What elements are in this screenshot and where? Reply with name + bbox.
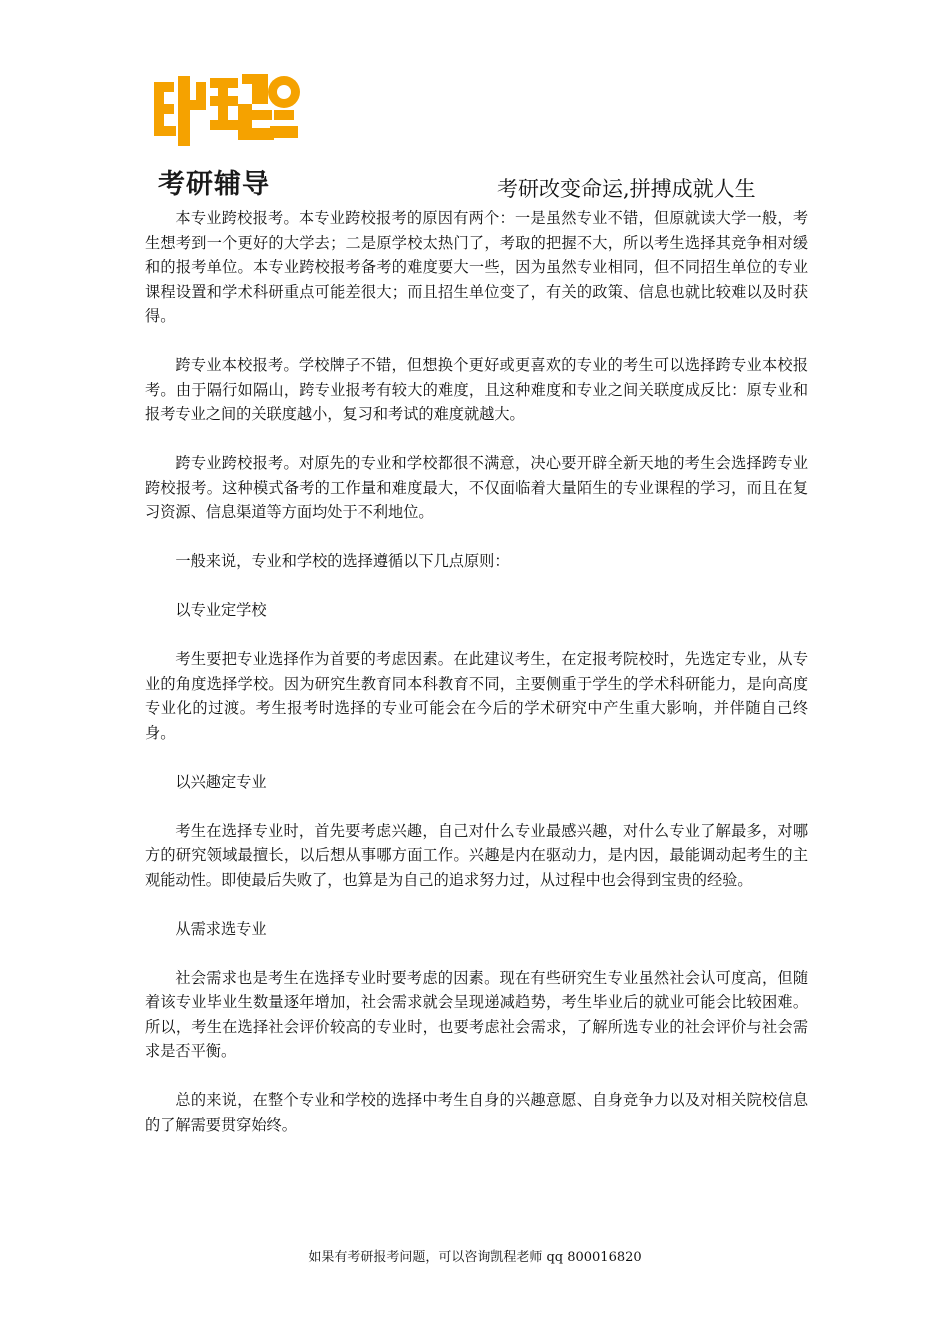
kaicheng-brand-mark: [150, 70, 302, 148]
paragraph: 一般来说，专业和学校的选择遵循以下几点原则：: [175, 552, 510, 570]
paragraph: 考生在选择专业时，首先要考虑兴趣，自己对什么专业最感兴趣，对什么专业了解最多，对哪方的研究领域最擅长，以后想从事哪方面工作。兴趣是内在驱动力，是内因，最能调动起考生的主观能动性。即使最后失败了，也算是为自己的追求努力过，从过程中也会得到宝贵的经验。: [145, 821, 808, 889]
header-slogan: 考研改变命运,拼搏成就人生: [497, 177, 756, 201]
paragraph: 跨专业本校报考。学校牌子不错，但想换个更好或更喜欢的专业的考生可以选择跨专业本校报考。由于隔行如隔山，跨专业报考有较大的难度，且这种难度和专业之间关联度成反比：原专业和报考专业之间的关联度越小，复习和考试的难度就越大。: [145, 356, 808, 423]
section-heading: 以兴趣定专业: [175, 772, 267, 791]
section-heading: 以专业定学校: [175, 601, 267, 619]
section-heading: 从需求选专业: [175, 919, 267, 938]
document-body: [145, 206, 808, 1137]
paragraph: 考生要把专业选择作为首要的考虑因素。在此建议考生，在定报考院校时，先选定专业，从专业的角度选择学校。因为研究生教育同本科教育不同，主要侧重于学生的学术科研能力，是向高度专业化的过渡。考生报考时选择的专业可能会在今后的学术研究中产生重大影响，并伴随自己终身。: [145, 650, 808, 742]
kaicheng-logo: [150, 70, 310, 200]
logo-subtitle: 考研辅导: [158, 169, 270, 200]
paragraph: 社会需求也是考生在选择专业时要考虑的因素。现在有些研究生专业虽然社会认可度高，但随着该专业毕业生数量逐年增加，社会需求就会呈现递减趋势，考生毕业后的就业可能会比较困难。所以，考生在选择社会评价较高的专业时，也要考虑社会需求，了解所选专业的社会评价与社会需求是否平衡。: [145, 968, 808, 1060]
paragraph: 总的来说，在整个专业和学校的选择中考生自身的兴趣意愿、自身竞争力以及对相关院校信息的了解需要贯穿始终。: [145, 1091, 808, 1134]
page-footer: 如果有考研报考问题，可以咨询凯程老师 qq 800016820: [308, 1250, 642, 1265]
paragraph: 本专业跨校报考。本专业跨校报考的原因有两个：一是虽然专业不错，但原就读大学一般，考生想考到一个更好的大学去；二是原学校太热门了，考取的把握不大，所以考生选择其竞争相对缓和的报考单位。本专业跨校报考备考的难度要大一些，因为虽然专业相同，但不同招生单位的专业课程设置和学术科研重点可能差很大；而且招生单位变了，有关的政策、信息也就比较难以及时获得。: [145, 209, 808, 325]
paragraph: 跨专业跨校报考。对原先的专业和学校都很不满意，决心要开辟全新天地的考生会选择跨专业跨校报考。这种模式备考的工作量和难度最大，不仅面临着大量陌生的专业课程的学习，而且在复习资源、信息渠道等方面均处于不利地位。: [145, 454, 808, 521]
